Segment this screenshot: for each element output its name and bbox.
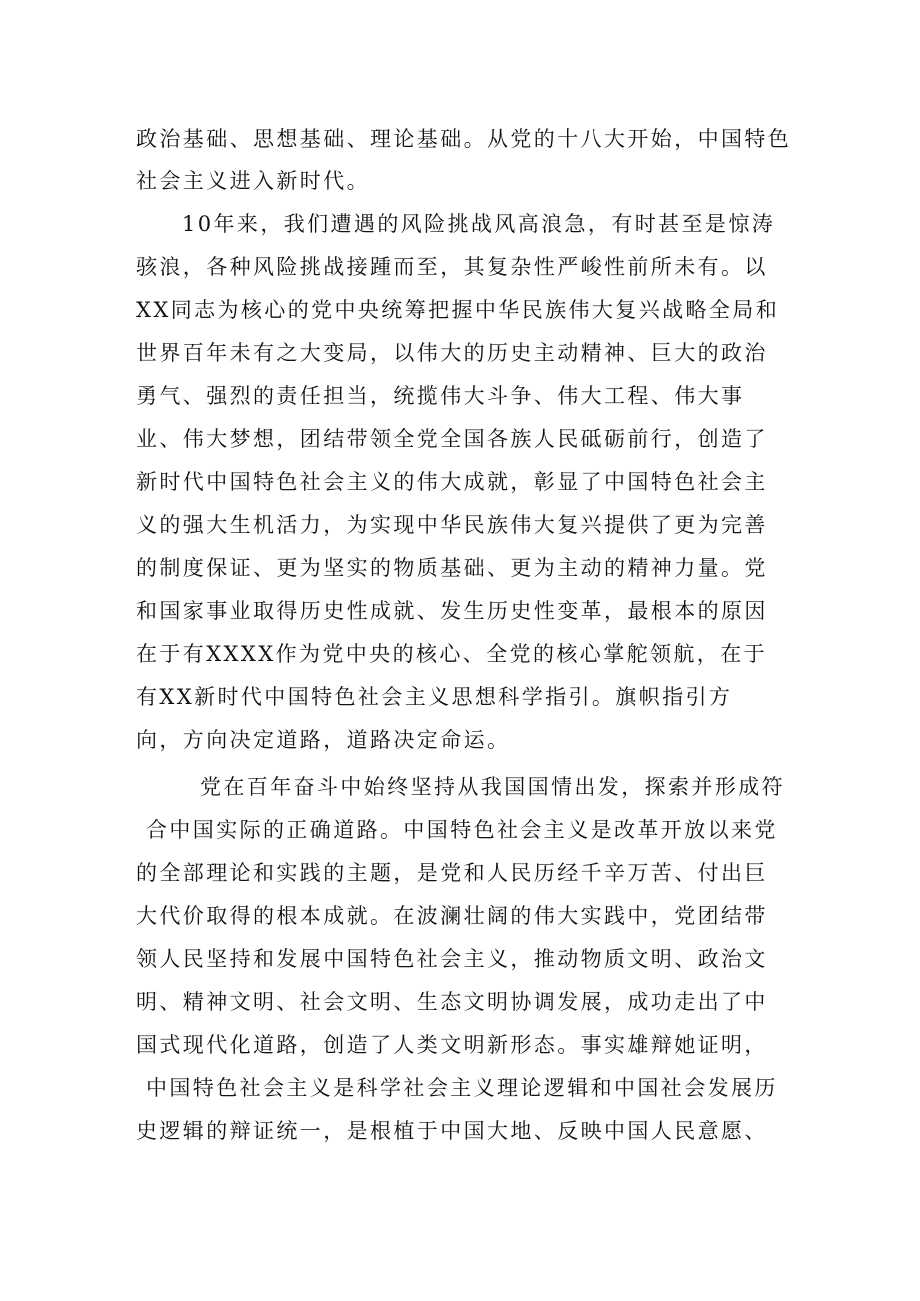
body-text-line: 10年来，我们遭遇的风险挑战风高浪急，有时甚至是惊涛 (182, 212, 776, 236)
body-text-line: 义的强大生机活力，为实现中华民族伟大复兴提供了更为完善 (136, 513, 768, 537)
body-text-line: 勇气、强烈的责任担当，统揽伟大斗争、伟大工程、伟大事 (136, 384, 745, 408)
body-text-line: 业、伟大梦想，团结带领全党全国各族人民砥砺前行，创造了 (136, 427, 768, 451)
body-text-line: 在于有XXXX作为党中央的核心、全党的核心掌舵领航，在于 (136, 642, 767, 666)
body-text-line: 新时代中国特色社会主义的伟大成就，彰显了中国特色社会主 (136, 470, 768, 494)
body-text-line: 史逻辑的辩证统一，是根植于中国大地、反映中国人民意愿、 (136, 1119, 768, 1143)
body-text-line: 骇浪，各种风险挑战接踵而至，其复杂性严峻性前所未有。以 (136, 255, 768, 279)
body-text-line: 世界百年未有之大变局，以伟大的历史主动精神、巨大的政治 (136, 341, 768, 365)
body-text-line: 合中国实际的正确道路。中国特色社会主义是改革开放以来党 (146, 818, 778, 842)
body-text-line: 党在百年奋斗中始终坚持从我国国情出发，探索并形成符 (200, 775, 785, 799)
body-text-line: 向，方向决定道路，道路决定命运。 (136, 728, 511, 752)
body-text-line: 和国家事业取得历史性成就、发生历史性变革，最根本的原因 (136, 599, 768, 623)
body-text-line: 社会主义进入新时代。 (136, 169, 370, 193)
body-text-line: XX同志为核心的党中央统筹把握中华民族伟大复兴战略全局和 (136, 298, 780, 322)
body-text-line: 的制度保证、更为坚实的物质基础、更为主动的精神力量。党 (136, 556, 768, 580)
body-text-line: 领人民坚持和发展中国特色社会主义，推动物质文明、政治文 (136, 947, 768, 971)
body-text-line: 大代价取得的根本成就。在波澜壮阔的伟大实践中，党团结带 (136, 904, 768, 928)
body-text-line: 中国特色社会主义是科学社会主义理论逻辑和中国社会发展历 (146, 1076, 778, 1100)
body-text-line: 政治基础、思想基础、理论基础。从党的十八大开始，中国特色 (136, 127, 792, 151)
body-text-line: 有XX新时代中国特色社会主义思想科学指引。旗帜指引方 (136, 685, 733, 709)
body-text-line: 的全部理论和实践的主题，是党和人民历经千辛万苦、付出巨 (136, 861, 768, 885)
body-text-line: 明、精神文明、社会文明、生态文明协调发展，成功走出了中 (136, 990, 768, 1014)
body-text-line: 国式现代化道路，创造了人类文明新形态。事实雄辩她证明， (136, 1033, 768, 1057)
